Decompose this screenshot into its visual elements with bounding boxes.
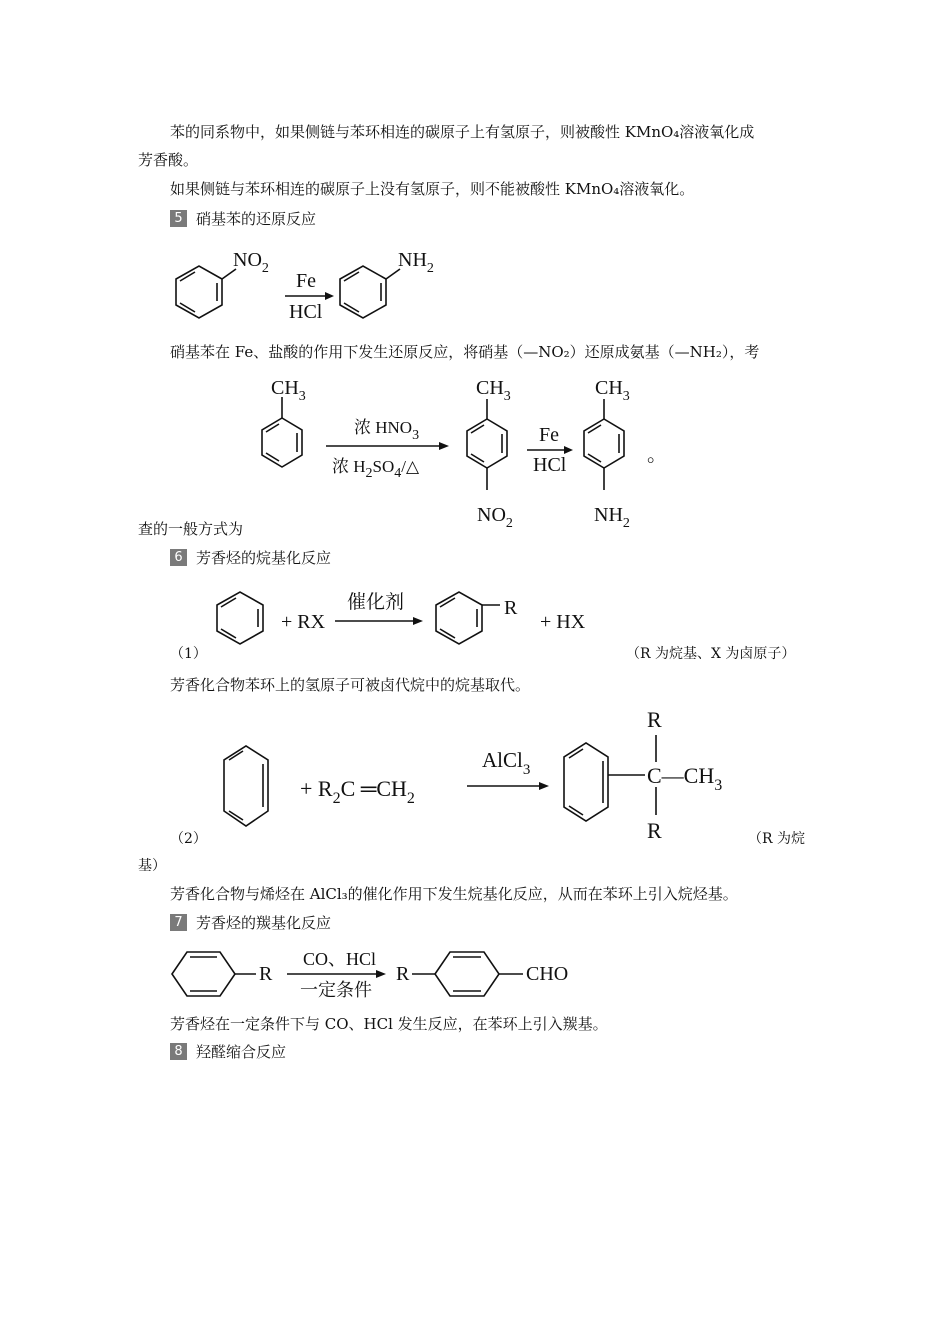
section-heading: 芳香烃的羰基化反应 [196, 914, 332, 932]
paragraph-alkylation-halide: 芳香化合物苯环上的氢原子可被卤代烷中的烷基取代。 [170, 676, 531, 694]
nitro-group-label: $NO_2$ [477, 504, 513, 531]
reaction-note: （R 为烷基、X 为卤原子） [626, 646, 796, 662]
section-heading: 硝基苯的还原反应 [196, 210, 317, 228]
benzene-ring-left [172, 952, 256, 996]
period-mark: 。 [647, 444, 667, 466]
methyl-group-label: $CH_3$ [271, 377, 306, 404]
reactant-label: + RX [281, 611, 326, 633]
reagent-label: Fe [296, 270, 316, 292]
alkyl-group-label: R [504, 597, 518, 619]
reaction-note-cont: 基） [138, 858, 166, 874]
alkyl-group-label: R [647, 707, 662, 732]
paragraph-nitro-reduction: 硝基苯在 Fe、盐酸的作用下发生还原反应，将硝基（—NO₂）还原成氨基（—NH₂），考 [170, 343, 760, 361]
alkyl-group-label: R [259, 963, 273, 985]
section-number-badge: 8 [170, 1043, 187, 1060]
paragraph-oxidation-line2: 芳香酸。 [138, 151, 199, 169]
reaction-note: （R 为烷 [748, 831, 805, 847]
section-heading: 芳香烃的烷基化反应 [196, 549, 332, 567]
amino-group-label: $NH_2$ [398, 249, 434, 276]
reagent-label: 浓 $HNO_3$ [354, 418, 420, 443]
section-number-badge: 5 [170, 210, 187, 227]
paragraph-oxidation-line1: 苯的同系物中，如果侧链与苯环相连的碳原子上有氢原子，则被酸性 KMnO₄溶液氧化成 [170, 123, 755, 141]
paragraph-carbonylation: 芳香烃在一定条件下与 CO、HCl 发生反应，在苯环上引入羰基。 [170, 1015, 608, 1033]
methyl-group-label: $CH_3$ [476, 377, 511, 404]
paragraph-no-oxidation: 如果侧链与苯环相连的碳原子上没有氢原子，则不能被酸性 KMnO₄溶液氧化。 [170, 180, 695, 198]
reagent-label: HCl [533, 454, 567, 476]
paragraph-alkylation-alkene: 芳香化合物与烯烃在 AlCl₃的催化作用下发生烷基化反应，从而在苯环上引入烷烃基。 [170, 885, 738, 903]
quaternary-carbon-label: $C—CH_3$ [647, 763, 723, 794]
benzene-ring-right [412, 952, 523, 996]
methyl-group-label: $CH_3$ [595, 377, 630, 404]
section-heading: 羟醛缩合反应 [196, 1043, 287, 1061]
aldehyde-group-label: CHO [526, 963, 569, 985]
nitro-group-label: $NO_2$ [233, 249, 269, 276]
reagent-label: HCl [289, 301, 323, 323]
reagent-label: 浓 $H_2SO_4/\triangle$ [332, 457, 420, 481]
alkyl-group-label: R [647, 818, 662, 843]
amino-group-label: $NH_2$ [594, 504, 630, 531]
reaction-label: （1） [170, 646, 207, 662]
alkyl-group-label: R [396, 963, 410, 985]
paragraph-nitro-reduction-cont: 查的一般方式为 [138, 520, 244, 538]
condition-label: 一定条件 [300, 980, 372, 1000]
alkene-reactant-label: + $R_2C$ $═CH_2$ [300, 776, 415, 807]
reagent-label: CO、HCl [303, 949, 377, 969]
section-number-badge: 6 [170, 549, 187, 566]
product-label: + HX [540, 611, 586, 633]
reagent-label: Fe [539, 424, 559, 446]
catalyst-label: AlCl$_3$ [482, 748, 531, 778]
section-number-badge: 7 [170, 914, 187, 931]
reaction-label: （2） [170, 831, 207, 847]
catalyst-label: 催化剂 [347, 592, 405, 613]
